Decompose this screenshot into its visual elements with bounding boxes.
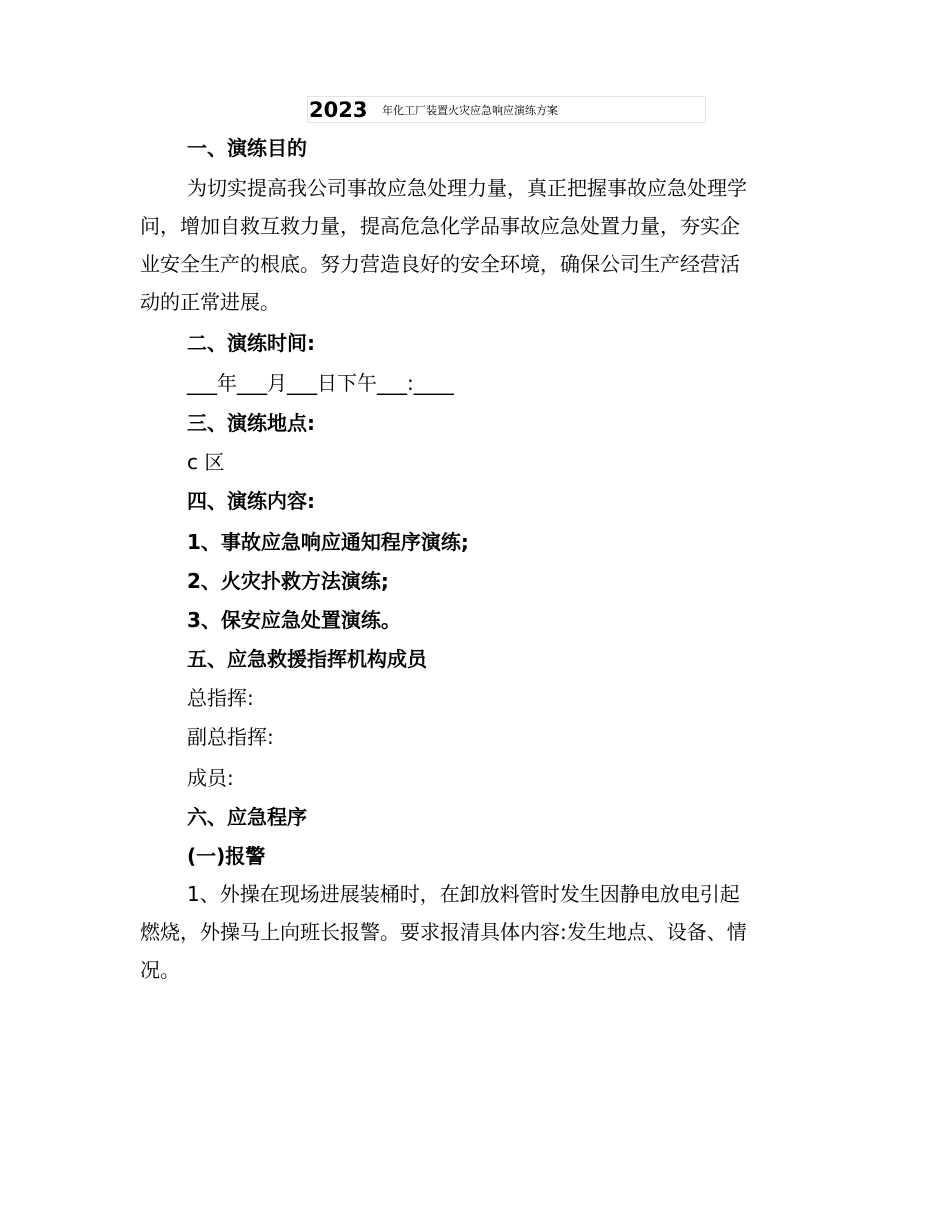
command-role: 成员: [187, 766, 234, 790]
section-6-subheading: (一)报警 [187, 844, 266, 868]
section-6-heading: 六、应急程序 [187, 805, 307, 829]
drill-location-value: c 区 [187, 450, 225, 474]
section-1-paragraph-line: 动的正常进展。 [140, 290, 280, 314]
document-header [307, 96, 706, 123]
section-6-paragraph-line: 1、外操在现场进展装桶时，在卸放料管时发生因静电放电引起 [187, 882, 740, 906]
command-role: 总指挥: [187, 686, 254, 710]
section-3-heading: 三、演练地点: [187, 411, 315, 435]
drill-content-item: 2、火灾扑救方法演练; [187, 569, 389, 593]
section-4-heading: 四、演练内容: [187, 489, 315, 513]
section-6-paragraph-line: 燃烧，外操马上向班长报警。要求报清具体内容:发生地点、设备、情 [140, 920, 747, 944]
section-1-paragraph-line: 为切实提高我公司事故应急处理力量，真正把握事故应急处理学 [187, 176, 747, 200]
section-2-heading: 二、演练时间: [187, 331, 315, 355]
section-1-paragraph-line: 问，增加自救互救力量，提高危急化学品事故应急处置力量，夯实企 [140, 214, 740, 238]
section-1-paragraph-line: 业安全生产的根底。努力营造良好的安全环境，确保公司生产经营活 [140, 252, 740, 276]
header-title: 年化工厂装置火灾应急响应演练方案 [382, 104, 558, 117]
drill-time-value: ___年___月___日下午___:____ [187, 371, 454, 395]
command-role: 副总指挥: [187, 725, 274, 749]
section-5-heading: 五、应急救援指挥机构成员 [187, 647, 427, 671]
drill-content-item: 3、保安应急处置演练。 [187, 608, 401, 632]
section-1-heading: 一、演练目的 [187, 136, 307, 160]
section-6-paragraph-line: 况。 [140, 958, 180, 982]
header-year: 2023 [309, 98, 368, 122]
drill-content-item: 1、事故应急响应通知程序演练; [187, 530, 469, 554]
